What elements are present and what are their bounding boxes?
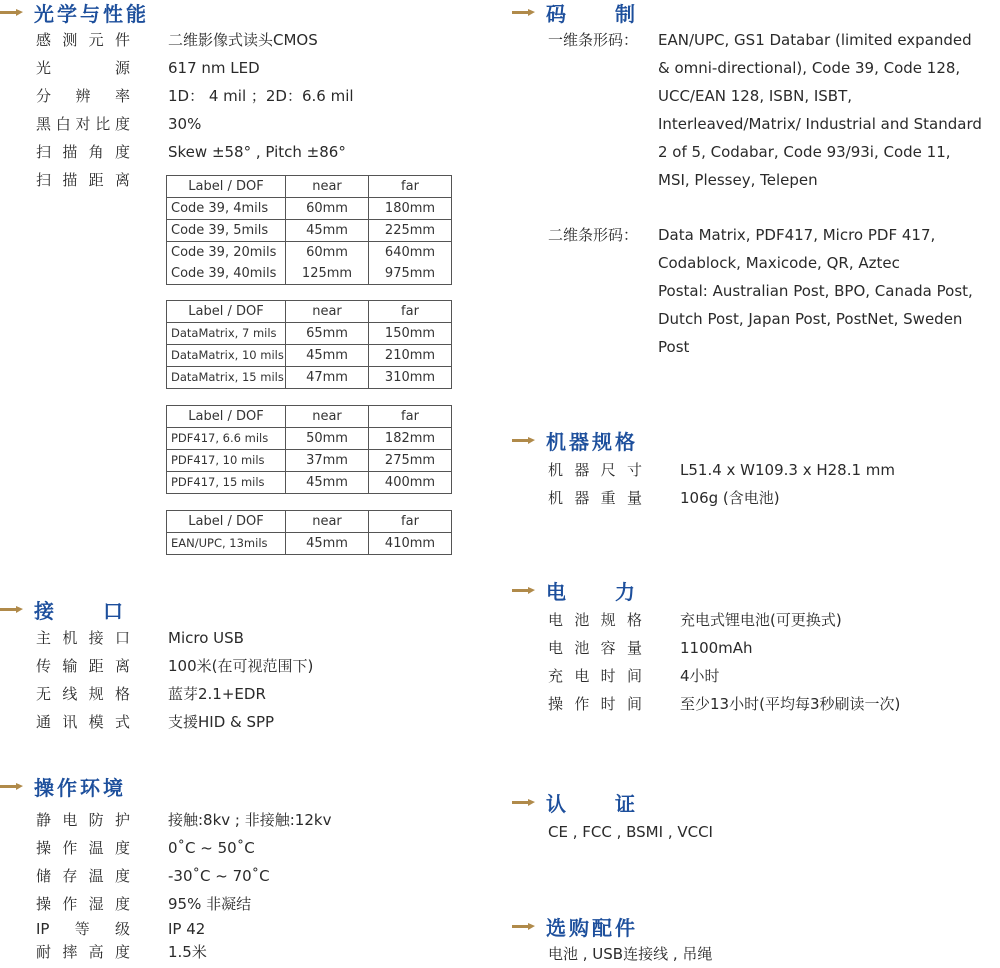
spec-value: 100米(在可视范围下) <box>168 657 314 675</box>
near-cell: 45mm <box>286 220 369 242</box>
header-cell: near <box>286 406 369 428</box>
far-cell: 400mm <box>369 472 452 494</box>
spec-value: Micro USB <box>168 629 244 647</box>
label-line: Code 39, 40mils <box>171 266 277 281</box>
codes-section-title <box>512 0 638 24</box>
environment-section-title <box>0 774 126 798</box>
label-cell <box>167 242 286 285</box>
codes-title: 码 制 <box>546 1 638 26</box>
code-line: 2 of 5, Codabar, Code 93/93i, Code 11, <box>658 143 951 161</box>
table-row <box>167 472 452 494</box>
machine-section-title <box>512 428 638 452</box>
label-cell: DataMatrix, 10 mils <box>167 345 286 367</box>
table-row <box>167 242 452 285</box>
spec-value: 接触:8kv ; 非接触:12kv <box>168 811 332 829</box>
table-row <box>167 533 452 555</box>
code-line: EAN/UPC, GS1 Databar (limited expanded <box>658 31 972 49</box>
header-cell: far <box>369 511 452 533</box>
label-cell: PDF417, 6.6 mils <box>167 428 286 450</box>
far-cell: 182mm <box>369 428 452 450</box>
near-cell: 60mm <box>286 198 369 220</box>
far-cell <box>369 242 452 285</box>
spec-key: 操作湿度 <box>36 895 130 913</box>
header-cell: near <box>286 176 369 198</box>
table-row <box>167 323 452 345</box>
table-row <box>167 428 452 450</box>
optics-section-title <box>0 0 149 24</box>
spec-value: 二维影像式读头CMOS <box>168 31 318 49</box>
header-cell: far <box>369 301 452 323</box>
near-cell: 50mm <box>286 428 369 450</box>
spec-value: 充电式锂电池(可更换式) <box>680 611 842 629</box>
spec-value: 1100mAh <box>680 639 753 657</box>
table-row <box>167 198 452 220</box>
label-cell: Code 39, 4mils <box>167 198 286 220</box>
dof-table-pdf417 <box>166 405 452 494</box>
near-cell: 37mm <box>286 450 369 472</box>
dof-table-eanupc <box>166 510 452 555</box>
arrow-marker-icon <box>512 792 536 812</box>
spec-row <box>36 938 207 966</box>
far-cell: 180mm <box>369 198 452 220</box>
cert-section-title <box>512 790 638 814</box>
code-line: Interleaved/Matrix/ Industrial and Standard <box>658 115 982 133</box>
far-cell: 210mm <box>369 345 452 367</box>
spec-row <box>548 484 780 512</box>
spec-row <box>36 652 314 680</box>
header-cell: near <box>286 511 369 533</box>
spec-key: 操作温度 <box>36 839 130 857</box>
far-cell: 150mm <box>369 323 452 345</box>
near-cell: 45mm <box>286 533 369 555</box>
environment-title: 操作环境 <box>34 775 126 800</box>
spec-value: 106g (含电池) <box>680 489 780 507</box>
spec-row <box>548 606 842 634</box>
code-line: & omni-directional), Code 39, Code 128, <box>658 59 961 77</box>
table-row <box>167 345 452 367</box>
table-row <box>167 220 452 242</box>
label-cell: PDF417, 10 mils <box>167 450 286 472</box>
header-cell: Label / DOF <box>167 406 286 428</box>
spec-row <box>548 456 896 484</box>
spec-row <box>36 680 266 708</box>
near-cell <box>286 242 369 285</box>
spec-key: 电池规格 <box>548 611 642 629</box>
table-row <box>167 450 452 472</box>
spec-row <box>36 708 275 736</box>
header-cell: far <box>369 406 452 428</box>
code-line: UCC/EAN 128, ISBN, ISBT, <box>658 87 853 105</box>
spec-key: 主机接口 <box>36 629 130 647</box>
header-cell: near <box>286 301 369 323</box>
near-cell: 45mm <box>286 472 369 494</box>
spec-key: 操作时间 <box>548 695 642 713</box>
spec-row <box>548 662 720 690</box>
spec-key: 通讯模式 <box>36 713 130 731</box>
code-line: Data Matrix, PDF417, Micro PDF 417, <box>658 226 936 244</box>
spec-key: 光源 <box>36 59 130 77</box>
power-section-title <box>512 578 638 602</box>
label-cell: DataMatrix, 15 mils <box>167 367 286 389</box>
code-line: Postal: Australian Post, BPO, Canada Post, <box>658 282 973 300</box>
spec-value: Skew ±58° , Pitch ±86° <box>168 143 346 161</box>
near-cell: 65mm <box>286 323 369 345</box>
spec-key: 储存温度 <box>36 867 130 885</box>
spec-key: 无线规格 <box>36 685 130 703</box>
code-line: Codablock, Maxicode, QR, Aztec <box>658 254 900 272</box>
accessories-section-title <box>512 914 638 938</box>
arrow-marker-icon <box>512 580 536 600</box>
spec-row <box>36 110 202 138</box>
1d-codes-label: 一维条形码： <box>548 31 639 49</box>
spec-row <box>548 634 753 662</box>
spec-key: 静电防护 <box>36 811 130 829</box>
spec-key: 传输距离 <box>36 657 130 675</box>
dof-table-code39 <box>166 175 452 285</box>
near-line: 125mm <box>301 266 353 281</box>
spec-key: 分辨率 <box>36 87 130 105</box>
machine-title: 机器规格 <box>546 429 638 454</box>
spec-key: 扫描距离 <box>36 171 130 189</box>
code-line: MSI, Plessey, Telepen <box>658 171 818 189</box>
arrow-marker-icon <box>0 776 24 796</box>
far-line: 640mm <box>384 245 436 260</box>
header-cell: far <box>369 176 452 198</box>
optics-title: 光学与性能 <box>34 1 149 26</box>
dof-table-datamatrix <box>166 300 452 389</box>
spec-row <box>36 806 332 834</box>
spec-row <box>36 834 255 862</box>
table-header-row <box>167 511 452 533</box>
spec-value: 1D： 4 mil ；2D：6.6 mil <box>168 87 354 105</box>
arrow-marker-icon <box>0 2 24 22</box>
2d-codes-label: 二维条形码： <box>548 226 639 244</box>
arrow-marker-icon <box>512 916 536 936</box>
arrow-marker-icon <box>0 599 24 619</box>
spec-row <box>36 54 260 82</box>
label-cell: DataMatrix, 7 mils <box>167 323 286 345</box>
spec-key: 电池容量 <box>548 639 642 657</box>
cert-text: CE , FCC , BSMI , VCCI <box>548 823 713 841</box>
spec-key: IP等级 <box>36 920 130 938</box>
label-cell: Code 39, 5mils <box>167 220 286 242</box>
spec-value: 30% <box>168 115 202 133</box>
accessories-text: 电池 , USB连接线 , 吊绳 <box>548 945 713 963</box>
interface-section-title <box>0 597 126 621</box>
spec-value: 支援HID & SPP <box>168 713 275 731</box>
spec-row <box>36 166 130 194</box>
spec-value: 95% 非凝结 <box>168 895 252 913</box>
arrow-marker-icon <box>512 430 536 450</box>
table-header-row <box>167 301 452 323</box>
label-line: Code 39, 20mils <box>171 245 277 260</box>
spec-row <box>36 138 346 166</box>
table-row <box>167 367 452 389</box>
header-cell: Label / DOF <box>167 176 286 198</box>
header-cell: Label / DOF <box>167 301 286 323</box>
far-cell: 225mm <box>369 220 452 242</box>
spec-row <box>36 82 354 110</box>
near-cell: 45mm <box>286 345 369 367</box>
far-line: 975mm <box>384 266 436 281</box>
spec-row <box>36 890 252 918</box>
spec-row <box>36 26 318 54</box>
spec-key: 耐摔高度 <box>36 943 130 961</box>
arrow-marker-icon <box>512 2 536 22</box>
label-cell: PDF417, 15 mils <box>167 472 286 494</box>
near-cell: 47mm <box>286 367 369 389</box>
spec-key: 机器尺寸 <box>548 461 642 479</box>
spec-value: -30˚C ~ 70˚C <box>168 867 270 885</box>
spec-value: 4小时 <box>680 667 720 685</box>
far-cell: 310mm <box>369 367 452 389</box>
spec-row <box>548 690 901 718</box>
spec-key: 机器重量 <box>548 489 642 507</box>
code-line: Post <box>658 338 690 356</box>
spec-value: IP 42 <box>168 920 206 938</box>
spec-value: 1.5米 <box>168 943 207 961</box>
spec-row <box>36 624 244 652</box>
table-header-row <box>167 406 452 428</box>
spec-value: 至少13小时(平均每3秒刷读一次) <box>680 695 901 713</box>
near-line: 60mm <box>306 245 348 260</box>
spec-value: 蓝芽2.1+EDR <box>168 685 266 703</box>
1d-codes-list <box>658 26 1000 194</box>
label-cell: EAN/UPC, 13mils <box>167 533 286 555</box>
cert-title: 认 证 <box>546 791 638 816</box>
power-title: 电 力 <box>546 579 638 604</box>
spec-key: 扫描角度 <box>36 143 130 161</box>
spec-key: 感测元件 <box>36 31 130 49</box>
far-cell: 275mm <box>369 450 452 472</box>
spec-value: 617 nm LED <box>168 59 260 77</box>
2d-codes-list <box>658 221 1000 361</box>
spec-key: 充电时间 <box>548 667 642 685</box>
interface-title: 接 口 <box>34 598 126 623</box>
spec-value: 0˚C ~ 50˚C <box>168 839 255 857</box>
far-cell: 410mm <box>369 533 452 555</box>
code-line: Dutch Post, Japan Post, PostNet, Sweden <box>658 310 963 328</box>
spec-value: L51.4 x W109.3 x H28.1 mm <box>680 461 896 479</box>
spec-key: 黑白对比度 <box>36 115 130 133</box>
spec-row <box>36 862 270 890</box>
accessories-title: 选购配件 <box>546 915 638 940</box>
header-cell: Label / DOF <box>167 511 286 533</box>
table-header-row <box>167 176 452 198</box>
